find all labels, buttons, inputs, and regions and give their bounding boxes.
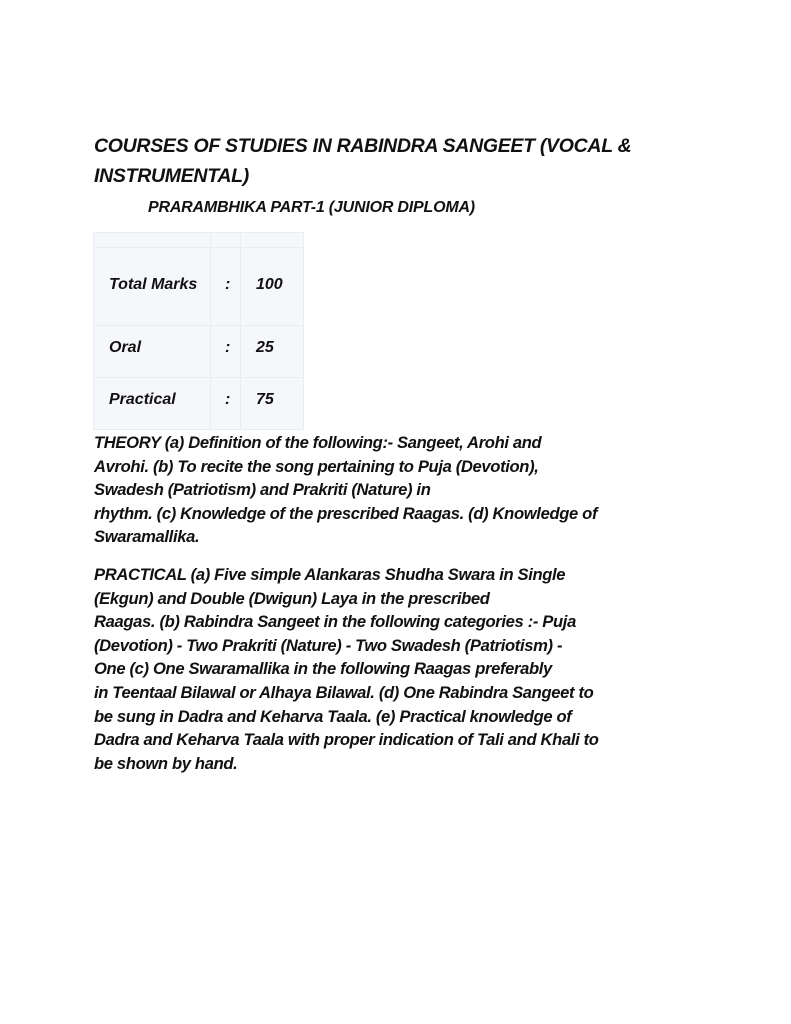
table-row-oral (94, 326, 304, 378)
practical-line: (Ekgun) and Double (Dwigun) Laya in the prescribed (94, 588, 490, 608)
page-title (94, 131, 714, 191)
theory-line: Swaramallika. (94, 527, 200, 547)
marks-table (93, 232, 304, 430)
row-value: 75 (241, 378, 304, 430)
practical-line: be sung in Dadra and Keharva Taala. (e) Practical knowledge of (94, 706, 572, 726)
row-separator: : (211, 378, 241, 430)
practical-line: Raagas. (b) Rabindra Sangeet in the following categories :- Puja (94, 612, 576, 632)
row-separator: : (211, 248, 241, 326)
row-value: 100 (241, 248, 304, 326)
row-value: 25 (241, 326, 304, 378)
table-header-row (94, 233, 304, 248)
table-row-total-marks (94, 248, 304, 326)
title-line: COURSES OF STUDIES IN RABINDRA SANGEET (VOCAL & (94, 135, 632, 157)
header-cell (211, 233, 241, 248)
theory-line: Avrohi. (b) To recite the song pertaining to Puja (Devotion), (94, 456, 539, 476)
practical-line: One (c) One Swaramallika in the following Raagas preferably (94, 659, 552, 679)
title-line: INSTRUMENTAL) (94, 165, 249, 187)
practical-line: (Devotion) - Two Prakriti (Nature) - Two Swadesh (Patriotism) - (94, 635, 563, 655)
row-label: Total Marks (94, 248, 211, 326)
theory-line: THEORY (a) Definition of the following:- Sangeet, Arohi and (94, 433, 542, 452)
table-row-practical (94, 378, 304, 430)
row-separator: : (211, 326, 241, 378)
row-label: Oral (94, 326, 211, 378)
practical-paragraph (94, 563, 704, 775)
header-cell (241, 233, 304, 248)
practical-line: be shown by hand. (94, 753, 238, 773)
row-label: Practical (94, 378, 211, 430)
theory-line: Swadesh (Patriotism) and Prakriti (Nature) in (94, 480, 431, 500)
practical-line: in Teentaal Bilawal or Alhaya Bilawal. (d) One Rabindra Sangeet to (94, 682, 594, 702)
theory-line: rhythm. (c) Knowledge of the prescribed Raagas. (d) Knowledge of (94, 503, 598, 523)
practical-line: PRACTICAL (a) Five simple Alankaras Shudha Swara in Single (94, 565, 566, 584)
header-cell (94, 233, 211, 248)
course-subtitle: PRARAMBHIKA PART-1 (JUNIOR DIPLOMA) (148, 199, 475, 216)
practical-line: Dadra and Keharva Taala with proper indication of Tali and Khali to (94, 730, 599, 750)
theory-paragraph (94, 431, 704, 549)
